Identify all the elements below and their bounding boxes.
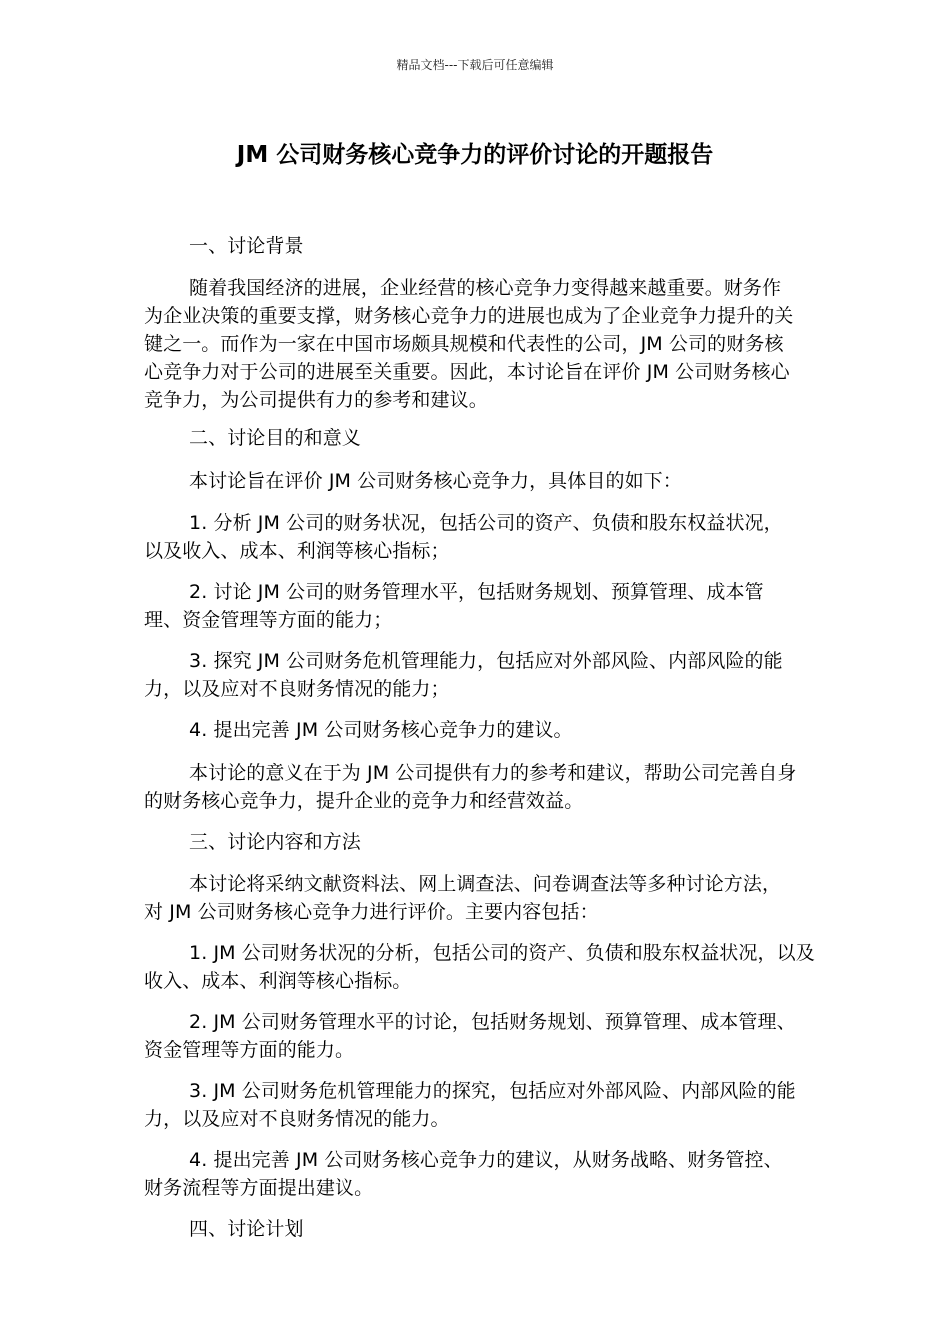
paragraph-purpose-intro: 本讨论旨在评价 JM 公司财务核心竞争力，具体目的如下： [189,470,682,492]
page-header-note: 精品文档---下载后可任意编辑 [396,58,554,72]
document-title: JM 公司财务核心竞争力的评价讨论的开题报告 [236,142,714,168]
list-item-content-4: 4. 提出完善 JM 公司财务核心竞争力的建议，从财务战略、财务管控、财务流程等方面提出建议。 [144,1149,783,1199]
paragraph-background: 随着我国经济的进展，企业经营的核心竞争力变得越来越重要。财务作为企业决策的重要支撑，财务核心竞争力的进展也成为了企业竞争力提升的关键之一。而作为一家在中国市场颇具规模和代表性的公司，JM 公司的财务核心竞争力对于公司的进展至关重要。因此，本讨论旨在评价 JM 公司财务核心竞争力，为公司提供有力的参考和建议。 [144,277,794,411]
list-item-purpose-3: 3. 探究 JM 公司财务危机管理能力，包括应对外部风险、内部风险的能力，以及应对不良财务情况的能力； [144,650,783,700]
section-heading-1: 一、讨论背景 [189,235,304,257]
list-item-purpose-2: 2. 讨论 JM 公司的财务管理水平，包括财务规划、预算管理、成本管理、资金管理等方面的能力； [144,581,764,631]
section-heading-3: 三、讨论内容和方法 [189,831,361,853]
section-heading-4: 四、讨论计划 [189,1218,304,1240]
list-item-content-3: 3. JM 公司财务危机管理能力的探究，包括应对外部风险、内部风险的能力，以及应对不良财务情况的能力。 [144,1080,796,1130]
paragraph-significance: 本讨论的意义在于为 JM 公司提供有力的参考和建议，帮助公司完善自身的财务核心竞争力，提升企业的竞争力和经营效益。 [144,762,797,812]
list-item-content-2: 2. JM 公司财务管理水平的讨论，包括财务规划、预算管理、成本管理、资金管理等方面的能力。 [144,1011,796,1061]
list-item-purpose-4: 4. 提出完善 JM 公司财务核心竞争力的建议。 [189,719,573,741]
section-heading-2: 二、讨论目的和意义 [189,427,361,449]
list-item-purpose-1: 1. 分析 JM 公司的财务状况，包括公司的资产、负债和股东权益状况，以及收入、成本、利润等核心指标； [144,512,783,562]
list-item-content-1: 1. JM 公司财务状况的分析，包括公司的资产、负债和股东权益状况，以及收入、成本、利润等核心指标。 [144,942,815,992]
paragraph-methods: 本讨论将采纳文献资料法、网上调查法、问卷调查法等多种讨论方法，对 JM 公司财务核心竞争力进行评价。主要内容包括： [144,873,782,923]
